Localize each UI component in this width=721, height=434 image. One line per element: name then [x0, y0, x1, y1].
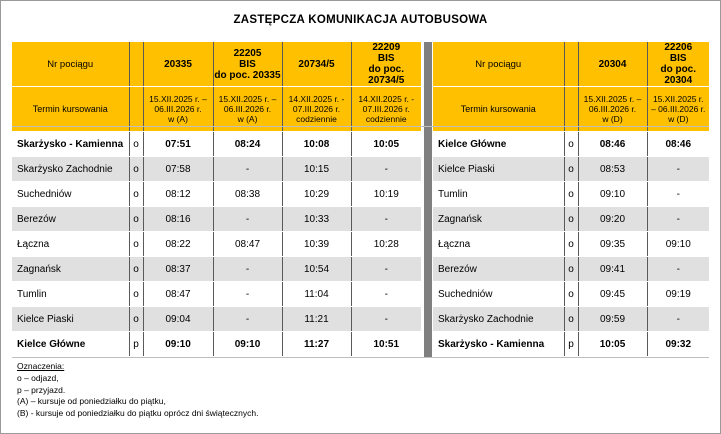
time-cell: 10:29	[282, 182, 351, 207]
station-name: Łączna	[433, 232, 564, 257]
time-cell: -	[647, 257, 709, 282]
train-number-header	[647, 42, 709, 87]
time-cell: 08:24	[213, 132, 282, 157]
time-cell: -	[351, 157, 421, 182]
header-text-line: 06.III.2026 r.	[588, 104, 637, 114]
time-cell: 11:21	[282, 307, 351, 332]
train-number-header	[213, 42, 282, 87]
time-cell: 09:35	[578, 232, 647, 257]
table-row	[433, 207, 709, 232]
time-cell: 10:19	[351, 182, 421, 207]
time-cell: 09:10	[213, 332, 282, 357]
header-text-line: 20335	[164, 58, 192, 70]
station-name: Tumlin	[433, 182, 564, 207]
stop-type: o	[564, 232, 578, 257]
stop-type: o	[564, 257, 578, 282]
header-text-line: BIS	[377, 53, 395, 64]
stop-type: o	[564, 207, 578, 232]
header-text-line: 07.III.2026 r.	[292, 104, 341, 114]
stop-type: o	[129, 257, 143, 282]
stop-type: o	[564, 157, 578, 182]
time-cell: 08:16	[143, 207, 213, 232]
header-text-line: 15.XII.2025 r.	[652, 94, 704, 104]
stop-type: o	[564, 307, 578, 332]
time-cell: 10:08	[282, 132, 351, 157]
station-name: Skarżysko - Kamienna	[12, 132, 129, 157]
time-cell: -	[351, 282, 421, 307]
stop-type: o	[129, 157, 143, 182]
header-bottom-line	[12, 126, 709, 127]
time-cell: 11:04	[282, 282, 351, 307]
time-cell: -	[351, 307, 421, 332]
page-title: ZASTĘPCZA KOMUNIKACJA AUTOBUSOWA	[233, 14, 488, 26]
time-cell: 09:45	[578, 282, 647, 307]
table-row	[433, 232, 709, 257]
time-cell: -	[647, 307, 709, 332]
time-cell: 08:12	[143, 182, 213, 207]
table-row	[433, 157, 709, 182]
stop-type: o	[129, 282, 143, 307]
header-text-line: w (A)	[168, 114, 188, 124]
station-name: Kielce Piaski	[433, 157, 564, 182]
header-text-line: 06.III.2026 r.	[223, 104, 272, 114]
station-name: Berezów	[12, 207, 129, 232]
time-cell: 09:10	[647, 232, 709, 257]
stop-type: o	[129, 207, 143, 232]
time-cell: 09:59	[578, 307, 647, 332]
time-cell: -	[213, 282, 282, 307]
table-row	[433, 132, 709, 157]
table-row	[12, 157, 421, 182]
stop-type: o	[129, 182, 143, 207]
time-cell: 10:05	[351, 132, 421, 157]
station-name: Skarżysko Zachodnie	[12, 157, 129, 182]
table-row	[12, 307, 421, 332]
time-cell: 10:28	[351, 232, 421, 257]
header-text-line: w (A)	[237, 114, 258, 124]
timetable-left	[12, 42, 421, 357]
header-row-train-number	[12, 42, 421, 87]
time-cell: 09:10	[143, 332, 213, 357]
time-cell: -	[351, 207, 421, 232]
station-name: Berezów	[433, 257, 564, 282]
time-cell: 10:51	[351, 332, 421, 357]
header-row-schedule	[433, 87, 709, 132]
header-text-line: 06.III.2026 r.	[154, 104, 202, 114]
time-cell: 08:46	[578, 132, 647, 157]
header-text-line: 15.XII.2025 r. –	[149, 94, 207, 104]
station-name: Tumlin	[12, 282, 129, 307]
time-cell: -	[647, 207, 709, 232]
time-cell: -	[213, 257, 282, 282]
time-cell: 09:41	[578, 257, 647, 282]
time-cell: 10:33	[282, 207, 351, 232]
time-cell: 08:38	[213, 182, 282, 207]
station-name: Zagnańsk	[12, 257, 129, 282]
time-cell: 08:53	[578, 157, 647, 182]
table-row	[12, 257, 421, 282]
time-cell: 11:27	[282, 332, 351, 357]
table-separator	[424, 42, 432, 357]
time-cell: 08:46	[647, 132, 709, 157]
train-number-label: Nr pociągu	[433, 42, 564, 87]
schedule-label: Termin kursowania	[12, 87, 129, 132]
stop-type: o	[564, 132, 578, 157]
time-cell: 09:04	[143, 307, 213, 332]
schedule-cell	[143, 87, 213, 132]
table-row	[433, 282, 709, 307]
schedule-label: Termin kursowania	[433, 87, 564, 132]
header-row-train-number	[433, 42, 709, 87]
time-cell: -	[213, 207, 282, 232]
stop-type: o	[129, 132, 143, 157]
schedule-cell	[351, 87, 421, 132]
station-name: Kielce Główne	[12, 332, 129, 357]
station-name: Suchedniów	[12, 182, 129, 207]
time-cell: 09:32	[647, 332, 709, 357]
type-column-header	[129, 87, 143, 132]
stop-type: o	[129, 232, 143, 257]
header-text-line: codziennie	[365, 114, 407, 124]
stop-type: p	[564, 332, 578, 357]
train-number-header	[143, 42, 213, 87]
table-row	[12, 282, 421, 307]
stop-type: o	[564, 182, 578, 207]
time-cell: 08:47	[213, 232, 282, 257]
time-cell: 10:54	[282, 257, 351, 282]
table-row	[12, 232, 421, 257]
header-text-line: 22209	[372, 42, 401, 53]
legend-title: Oznaczenia:	[17, 361, 65, 371]
train-number-header	[351, 42, 421, 87]
time-cell: 10:15	[282, 157, 351, 182]
time-cell: -	[351, 257, 421, 282]
header-text-line: 22206	[664, 42, 693, 53]
header-text-line: 15.XII.2025 r. –	[583, 94, 642, 104]
station-name: Kielce Piaski	[12, 307, 129, 332]
time-cell: 08:47	[143, 282, 213, 307]
schedule-cell	[282, 87, 351, 132]
legend	[17, 361, 258, 420]
header-row-schedule	[12, 87, 421, 132]
table-row	[12, 182, 421, 207]
table-row	[433, 182, 709, 207]
table-row	[433, 332, 709, 357]
time-cell: 08:37	[143, 257, 213, 282]
header-text-line: 14.XII.2025 r. -	[288, 94, 345, 104]
header-text-line: w (D)	[602, 114, 623, 124]
train-number-label: Nr pociągu	[12, 42, 129, 87]
time-cell: -	[647, 182, 709, 207]
header-text-line: – 06.III.2026 r.	[651, 104, 706, 114]
schedule-cell	[213, 87, 282, 132]
legend-line: (A) – kursuje od poniedziałku do piątku,	[17, 396, 166, 407]
station-name: Kielce Główne	[433, 132, 564, 157]
header-text-line: 22205	[233, 47, 262, 59]
time-cell: 10:39	[282, 232, 351, 257]
stop-type: o	[129, 307, 143, 332]
time-cell: 09:19	[647, 282, 709, 307]
header-text-line: 20304	[598, 58, 627, 70]
header-text-line: do poc. 20304	[660, 64, 697, 86]
header-text-line: codziennie	[296, 114, 337, 124]
table-row	[12, 332, 421, 357]
header-text-line: do poc. 20335	[214, 69, 281, 81]
time-cell: -	[213, 307, 282, 332]
station-name: Suchedniów	[433, 282, 564, 307]
time-cell: 07:51	[143, 132, 213, 157]
type-column-header	[564, 42, 578, 87]
header-text-line: BIS	[669, 53, 687, 64]
stop-type: p	[129, 332, 143, 357]
legend-line: o – odjazd,	[17, 372, 59, 383]
schedule-cell	[647, 87, 709, 132]
time-cell: -	[647, 157, 709, 182]
header-text-line: 14.XII.2025 r. -	[358, 94, 415, 104]
time-cell: -	[213, 157, 282, 182]
station-name: Skarżysko Zachodnie	[433, 307, 564, 332]
stop-type: o	[564, 282, 578, 307]
time-cell: 07:58	[143, 157, 213, 182]
time-cell: 08:22	[143, 232, 213, 257]
table-row	[12, 132, 421, 157]
time-cell: 09:20	[578, 207, 647, 232]
time-cell: 10:05	[578, 332, 647, 357]
station-name: Skarżysko - Kamienna	[433, 332, 564, 357]
table-row	[12, 207, 421, 232]
schedule-cell	[578, 87, 647, 132]
station-name: Zagnańsk	[433, 207, 564, 232]
header-text-line: 20734/5	[298, 58, 335, 70]
header-text-line: BIS	[239, 58, 256, 70]
time-cell: 09:10	[578, 182, 647, 207]
table-bottom-line	[12, 357, 709, 358]
header-text-line: 15.XII.2025 r. –	[218, 94, 277, 104]
legend-line: (B) - kursuje od poniedziałku do piątku oprócz dni świątecznych.	[17, 408, 259, 419]
type-column-header	[564, 87, 578, 132]
station-name: Łączna	[12, 232, 129, 257]
header-text-line: 07.III.2026 r.	[362, 104, 410, 114]
header-text-line: do poc. 20734/5	[368, 64, 405, 86]
type-column-header	[129, 42, 143, 87]
timetable-right	[433, 42, 709, 357]
table-row	[433, 257, 709, 282]
header-text-line: w (D)	[668, 114, 689, 124]
table-row	[433, 307, 709, 332]
train-number-header	[578, 42, 647, 87]
legend-line: p – przyjazd.	[17, 384, 66, 395]
train-number-header	[282, 42, 351, 87]
